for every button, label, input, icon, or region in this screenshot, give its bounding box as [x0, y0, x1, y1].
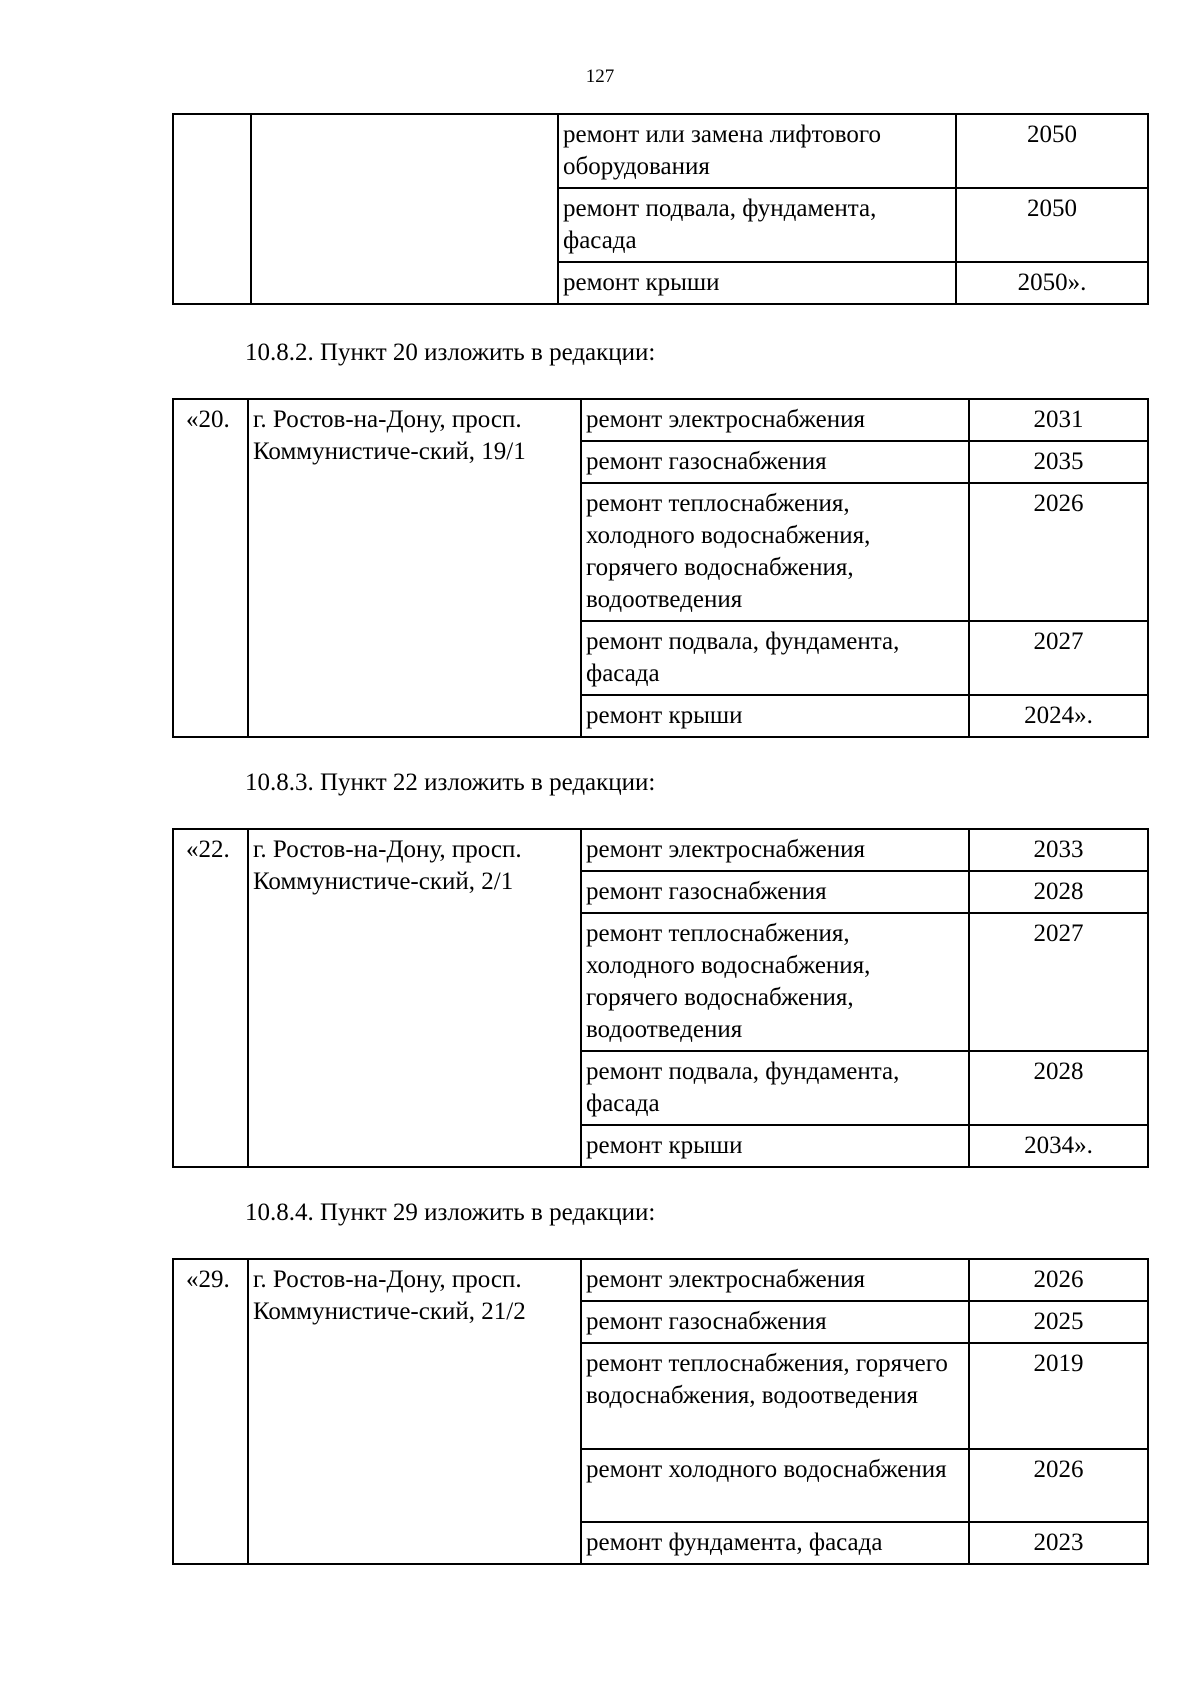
year-cell: 2050 [956, 188, 1148, 262]
year-cell: 2033 [969, 829, 1148, 871]
work-cell: ремонт газоснабжения [581, 871, 969, 913]
work-cell: ремонт теплоснабжения, холодного водоснабжения, горячего водоснабжения, водоотведения [581, 913, 969, 1051]
table-item-20 [172, 398, 1149, 738]
item-number-cell: «29. [173, 1259, 248, 1564]
work-cell: ремонт подвала, фундамента, фасада [581, 1051, 969, 1125]
year-cell: 2019 [969, 1343, 1148, 1449]
work-cell: ремонт теплоснабжения, холодного водоснабжения, горячего водоснабжения, водоотведения [581, 483, 969, 621]
item-number-cell: «22. [173, 829, 248, 1167]
work-cell: ремонт подвала, фундамента, фасада [558, 188, 956, 262]
amendment-paragraph: 10.8.4. Пункт 29 изложить в редакции: [245, 1199, 656, 1226]
work-cell: ремонт крыши [581, 695, 969, 737]
year-cell: 2025 [969, 1301, 1148, 1343]
year-cell: 2050 [956, 114, 1148, 188]
address-cell: г. Ростов-на-Дону, просп. Коммунистиче-ский, 2/1 [248, 829, 581, 1167]
year-cell: 2034». [969, 1125, 1148, 1167]
year-cell: 2027 [969, 913, 1148, 1051]
work-cell: ремонт электроснабжения [581, 829, 969, 871]
work-cell: ремонт крыши [581, 1125, 969, 1167]
year-cell: 2035 [969, 441, 1148, 483]
item-number-cell [173, 114, 251, 304]
year-cell: 2028 [969, 871, 1148, 913]
table-item-22 [172, 828, 1149, 1168]
work-cell: ремонт теплоснабжения, горячего водоснабжения, водоотведения [581, 1343, 969, 1449]
amendment-paragraph: 10.8.2. Пункт 20 изложить в редакции: [245, 339, 656, 366]
address-cell: г. Ростов-на-Дону, просп. Коммунистиче-ский, 21/2 [248, 1259, 581, 1564]
address-cell [251, 114, 558, 304]
work-cell: ремонт подвала, фундамента, фасада [581, 621, 969, 695]
year-cell: 2028 [969, 1051, 1148, 1125]
page-number: 127 [585, 66, 615, 87]
work-cell: ремонт электроснабжения [581, 399, 969, 441]
table-item-29 [172, 1258, 1149, 1565]
work-cell: ремонт электроснабжения [581, 1259, 969, 1301]
work-cell: ремонт газоснабжения [581, 1301, 969, 1343]
address-cell: г. Ростов-на-Дону, просп. Коммунистиче-ский, 19/1 [248, 399, 581, 737]
amendment-paragraph: 10.8.3. Пункт 22 изложить в редакции: [245, 769, 656, 796]
year-cell: 2023 [969, 1522, 1148, 1564]
year-cell: 2050». [956, 262, 1148, 304]
work-cell: ремонт газоснабжения [581, 441, 969, 483]
year-cell: 2024». [969, 695, 1148, 737]
item-number-cell: «20. [173, 399, 248, 737]
year-cell: 2031 [969, 399, 1148, 441]
year-cell: 2026 [969, 1449, 1148, 1522]
work-cell: ремонт холодного водоснабжения [581, 1449, 969, 1522]
year-cell: 2027 [969, 621, 1148, 695]
work-cell: ремонт или замена лифтового оборудования [558, 114, 956, 188]
table-continuation [172, 113, 1149, 305]
year-cell: 2026 [969, 483, 1148, 621]
work-cell: ремонт крыши [558, 262, 956, 304]
work-cell: ремонт фундамента, фасада [581, 1522, 969, 1564]
year-cell: 2026 [969, 1259, 1148, 1301]
